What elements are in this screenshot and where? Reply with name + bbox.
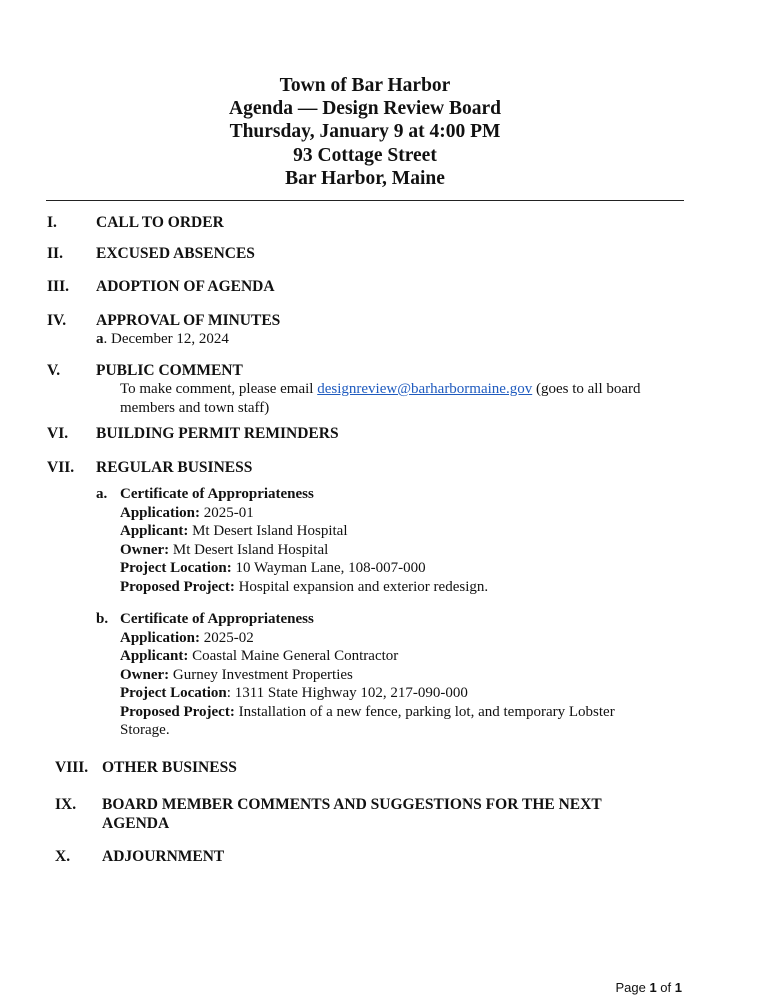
item-x-title: ADJOURNMENT [102,848,225,865]
item-vii-title: REGULAR BUSINESS [96,459,253,476]
field-label: Proposed Project: [120,703,235,720]
field-value: Mt Desert Island Hospital [188,523,348,539]
agenda-header [46,74,684,190]
subitem-b-application [120,629,660,648]
of-word: of [656,980,675,995]
subitem-a-project [120,578,680,597]
item-vi-number: VI. [47,425,69,442]
subitem-b-letter: b. [96,611,109,627]
field-value: 2025-02 [200,629,254,646]
item-ix-title-line1: BOARD MEMBER COMMENTS AND SUGGESTIONS FOR THE NEXT [102,796,602,813]
field-value: Gurney Investment Properties [169,666,353,683]
item-ix-title-line2: AGENDA [102,815,170,832]
field-label: Owner: [120,666,170,683]
item-i-number: I. [47,214,57,231]
field-label: Project Location: [120,560,232,576]
minutes-sub-text: . December 12, 2024 [103,331,229,347]
subitem-a-owner [120,541,680,560]
field-value: Installation of a new fence, parking lot, and temporary Lobster Storage. [120,703,615,738]
email-link[interactable]: designreview@barharbormaine.gov [317,381,533,397]
field-value: Hospital expansion and exterior redesign. [234,578,489,595]
item-ii-number: II. [47,245,63,262]
subitem-a-letter: a. [96,486,108,502]
public-comment-intro: To make comment, please email [120,381,318,397]
subitem-b-block [120,610,660,740]
item-iii-title: ADOPTION OF AGENDA [96,278,275,295]
subitem-b-title: Certificate of Appropriateness [120,611,314,627]
item-v-number: V. [47,362,61,379]
minutes-sub-letter: a [96,331,104,347]
field-label: Proposed Project: [120,578,235,595]
page-word: Page [615,980,650,995]
item-iv-number: IV. [47,312,67,329]
header-board: Agenda — Design Review Board [229,98,501,120]
header-city: Bar Harbor, Maine [285,167,445,189]
minutes-date-line [96,330,229,349]
item-viii-title: OTHER BUSINESS [102,759,237,776]
item-x-number: X. [55,848,71,865]
subitem-a-location [120,559,680,578]
subitem-a-application [120,504,680,523]
page-number: 1 [649,980,657,995]
subitem-b-applicant [120,647,660,666]
item-vi-title: BUILDING PERMIT REMINDERS [96,425,339,442]
item-iv-title: APPROVAL OF MINUTES [96,312,281,329]
field-value: 10 Wayman Lane, 108-007-000 [231,560,426,576]
item-v-title: PUBLIC COMMENT [96,362,243,379]
public-comment-note: (goes to all board members and town staff) [120,381,641,416]
item-iii-number: III. [47,278,69,295]
subitem-b-location [120,684,660,703]
field-label: Applicant: [120,523,189,539]
field-value: Coastal Maine General Contractor [188,648,399,664]
field-label: Project Location [120,685,227,701]
header-divider [46,200,684,201]
subitem-a-block [120,485,680,596]
field-value: 2025-01 [200,504,254,521]
item-vii-number: VII. [47,459,75,476]
item-ii-title: EXCUSED ABSENCES [96,245,255,262]
field-label: Owner: [120,541,170,558]
page-total: 1 [674,980,682,995]
field-value: Mt Desert Island Hospital [169,541,329,558]
field-label: Applicant: [120,648,189,664]
item-viii-number: VIII. [55,759,89,776]
header-town: Town of Bar Harbor [279,75,451,96]
item-ix-number: IX. [55,796,77,813]
subitem-a-applicant [120,522,680,541]
item-i-title: CALL TO ORDER [96,214,224,231]
subitem-b-project [120,703,660,740]
field-value: : 1311 State Highway 102, 217-090-000 [226,685,468,701]
header-address: 93 Cottage Street [293,144,437,166]
public-comment-text [120,380,690,417]
header-date: Thursday, January 9 at 4:00 PM [229,121,501,143]
subitem-a-title: Certificate of Appropriateness [120,486,314,502]
page-footer [615,980,682,995]
field-label: Application: [120,629,201,646]
field-label: Application: [120,504,201,521]
subitem-b-owner [120,666,660,685]
